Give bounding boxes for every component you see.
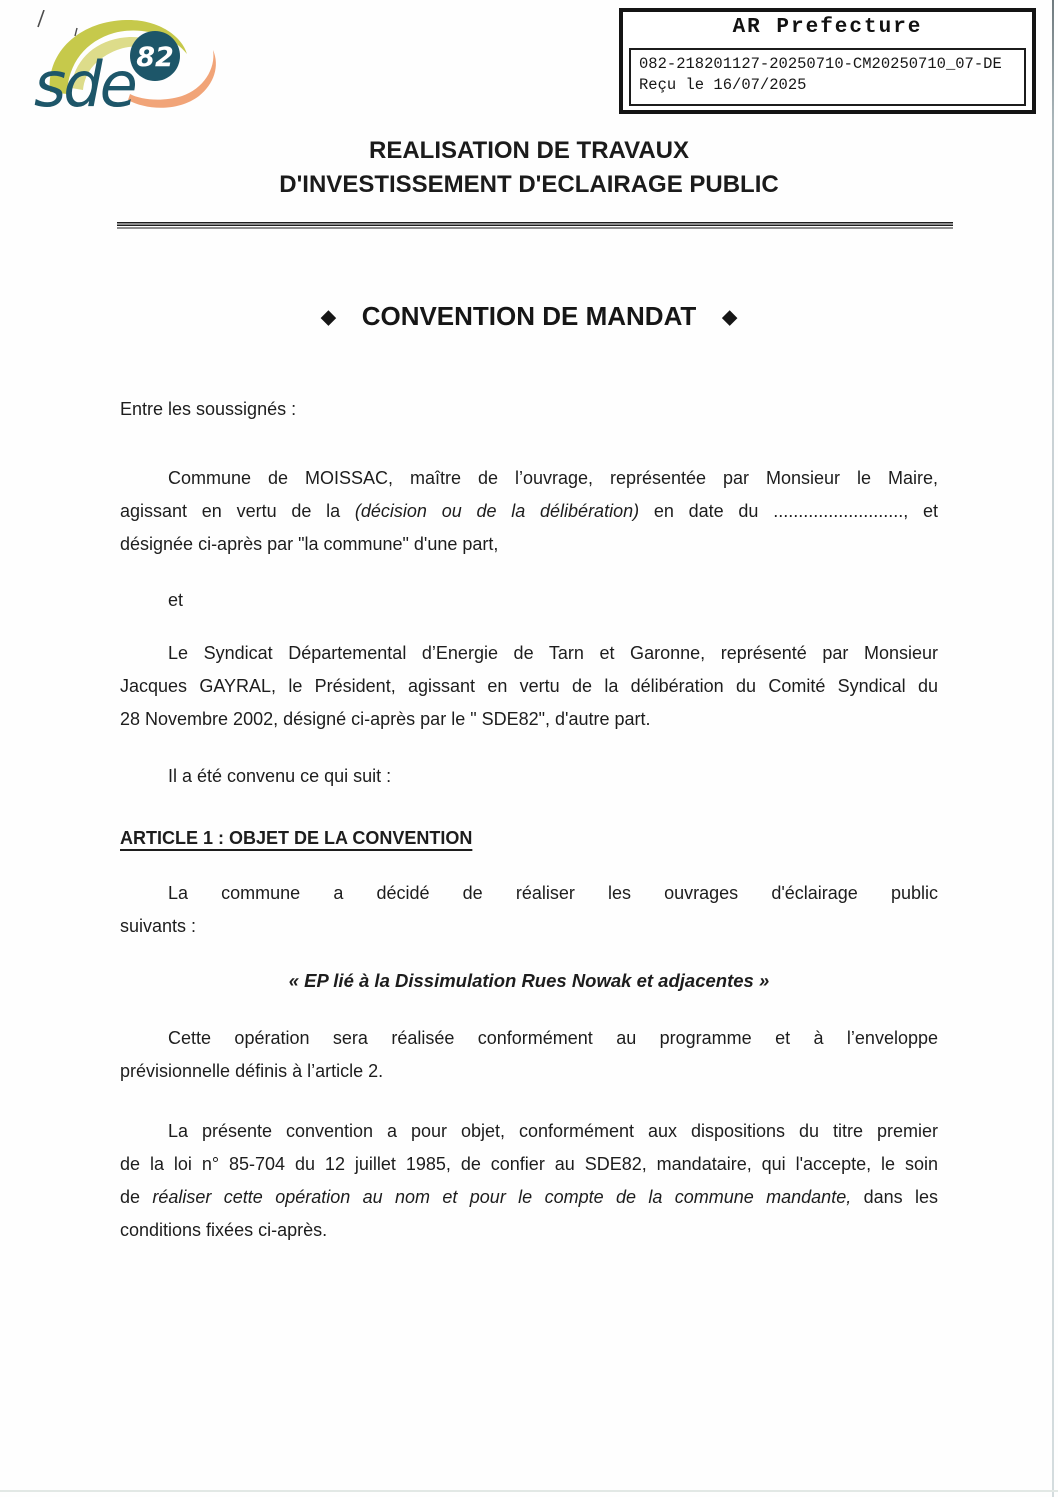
sde82-logo: [34, 10, 234, 120]
text-line: « EP lié à la Dissimulation Rues Nowak et adjacentes »: [288, 970, 770, 991]
title-line-2: D'INVESTISSEMENT D'ECLAIRAGE PUBLIC: [279, 171, 779, 198]
text-line: de réaliser cette opération au nom et pour le compte de la commune mandante, dans les: [120, 1187, 939, 1207]
paragraph-objet: [120, 1115, 938, 1247]
ar-prefecture-stamp: [619, 8, 1036, 114]
paragraph-article-1-heading: [120, 822, 938, 855]
text-line: La présente convention a pour objet, conformément aux dispositions du titre premier: [168, 1121, 938, 1141]
text-line: Le Syndicat Départemental d’Energie de Tarn et Garonne, représenté par Monsieur: [168, 643, 938, 663]
paragraph-operation: [120, 1022, 938, 1088]
paragraph-operation-quote: [120, 964, 938, 997]
paragraph-article-1-intro: [120, 877, 938, 943]
text-line: Cette opération sera réalisée conformément au programme et à l’enveloppe: [168, 1028, 938, 1048]
logo-badge-number: 82: [136, 42, 174, 73]
title-line-1: REALISATION DE TRAVAUX: [368, 137, 689, 164]
text-line: prévisionnelle définis à l’article 2.: [120, 1061, 384, 1081]
stamp-inner-box: [629, 48, 1026, 106]
text-line: ARTICLE 1 : OBJET DE LA CONVENTION: [120, 828, 473, 848]
diamond-icon-left: ◆: [321, 307, 336, 328]
stamp-reference-number: 082-218201127-20250710-CM20250710_07-DE: [639, 55, 1002, 73]
text-line: désignée ci-après par "la commune" d'une part,: [120, 534, 499, 554]
text-line: La commune a décidé de réaliser les ouvrages d'éclairage public: [168, 883, 938, 903]
document-title: [120, 134, 938, 202]
text-line: 28 Novembre 2002, désigné ci-après par le " SDE82", d'autre part.: [120, 709, 651, 729]
paragraph-commune: [120, 462, 938, 561]
paragraph-et: [120, 584, 938, 617]
stamp-received-date: Reçu le 16/07/2025: [639, 76, 807, 94]
text-line: de la loi n° 85-704 du 12 juillet 1985, de confier au SDE82, mandataire, qui l'accepte, le soin: [120, 1154, 938, 1174]
text-line: Jacques GAYRAL, le Président, agissant en vertu de la délibération du Comité Syndical du: [120, 676, 938, 696]
paragraph-convenu: [120, 760, 938, 793]
document-body: [120, 393, 938, 1247]
diamond-icon-right: ◆: [722, 307, 737, 328]
stamp-title: AR Prefecture: [732, 16, 923, 39]
title-divider: [117, 222, 953, 229]
text-line: Commune de MOISSAC, maître de l’ouvrage, représentée par Monsieur le Maire,: [168, 468, 938, 488]
text-line: Entre les soussignés :: [120, 399, 297, 419]
pen-mark: [75, 28, 77, 36]
paragraph-intro: [120, 393, 938, 426]
subtitle-text: CONVENTION DE MANDAT: [361, 301, 697, 331]
text-line: conditions fixées ci-après.: [120, 1220, 328, 1240]
scan-edge-right: [1052, 0, 1054, 1497]
pen-mark: [38, 10, 44, 27]
subtitle: [120, 297, 938, 337]
text-line: Il a été convenu ce qui suit :: [168, 766, 392, 786]
paragraph-syndicat: [120, 637, 938, 736]
logo-wordmark: sde: [34, 48, 135, 120]
text-line: agissant en vertu de la (décision ou de la délibération) en date du .........................., et: [120, 501, 938, 521]
text-line: suivants :: [120, 916, 197, 936]
scan-edge-bottom: [0, 1490, 1058, 1492]
text-line: et: [168, 590, 184, 610]
